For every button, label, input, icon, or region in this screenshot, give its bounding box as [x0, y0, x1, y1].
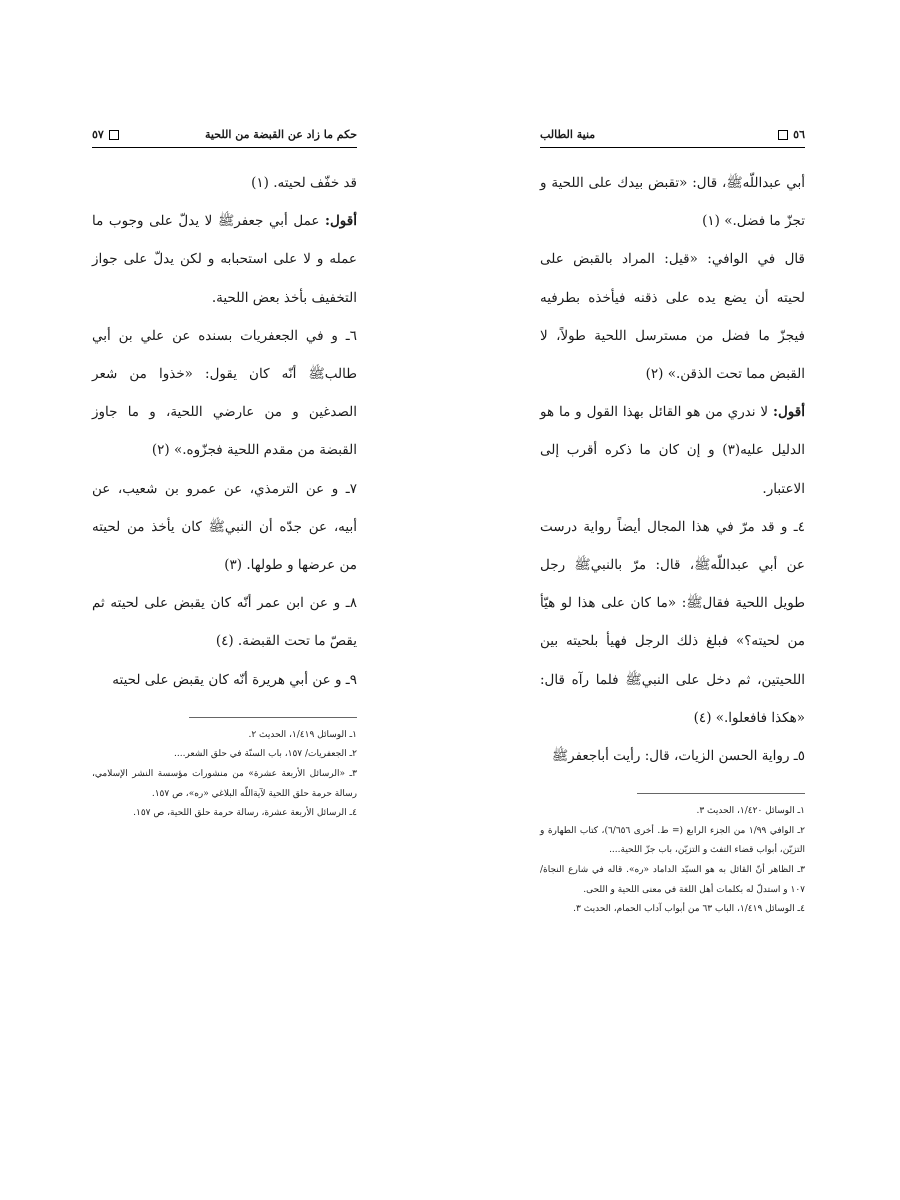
bold-lead: أقول:: [325, 213, 357, 230]
paragraph: أقول: لا ندري من هو القائل بهذا القول و ما هو الدليل عليه(٣) و إن كان ما ذكره أقرب إلى الاعتبار.: [540, 404, 805, 497]
paragraph: أقول: عمل أبي جعفرﷺ لا يدلّ على وجوب ما عمله و لا على استحبابه و لكن يدلّ على جواز التخفيف بأخذ بعض اللحية.: [92, 213, 357, 306]
footnote: ٣ـ «الرسائل الأربعة عشرة» من منشورات مؤسسة النشر الإسلامي، رسالة حرمة حلق اللحية لآية‌اللّه البلاغي «ره»، ص ١٥٧.: [92, 769, 357, 799]
folio: [778, 128, 805, 141]
paragraph: أبي عبداللّهﷺ، قال: «تقبض بيدك على اللحية و تجزّ ما فضل.» (١): [540, 175, 805, 230]
square-ornament-icon: [109, 130, 119, 140]
paragraph: ٤ـ و قد مرّ في هذا المجال أيضاً رواية درست عن أبي عبداللّهﷺ، قال: مرّ بالنبيﷺ رجل طويل اللحية فقالﷺ: «ما كان على هذا لو هيّأ من لحيته؟» فبلغ ذلك الرجل فهيأ بلحيته بين اللحيتين، ثم دخل على النبيﷺ فلما رآه قال: «هكذا فافعلوا.» (٤): [540, 518, 805, 726]
body-text: [92, 164, 357, 699]
paragraph: قد خفّف لحيته. (١): [251, 175, 357, 191]
bold-lead: أقول:: [773, 404, 805, 421]
running-title: منية الطالب: [540, 128, 596, 141]
footnote-divider: [189, 717, 357, 718]
footnotes: [92, 726, 357, 824]
footnotes: [540, 802, 805, 920]
running-head: [540, 128, 805, 148]
footnote: ٢ـ الوافي ١/٩٩ من الجزء الرابع (= ط. أخرى ٦/٦٥٦)، كتاب الطهارة و التزيّن، أبواب قضاء التفث و التزيّن، باب جزّ اللحية....: [540, 825, 806, 856]
paragraph: قال في الوافي: «قيل: المراد بالقبض على لحيته أن يضع يده على ذقنه فيأخذه بطرفيه فيجزّ ما فضل من مسترسل اللحية طولاً، لا القبض مما تحت الذقن.» (٢): [540, 251, 805, 383]
footnote: ٢ـ الجعفريات/ ١٥٧، باب السنّة في حلق الشعر....: [173, 749, 357, 760]
paragraph: ٥ـ رواية الحسن الزيات، قال: رأيت أباجعفرﷺ: [551, 748, 805, 765]
footnote: ١ـ الوسائل ١/٤٢٠، الحديث ٣.: [696, 806, 805, 817]
paragraph: ٦ـ و في الجعفريات بسنده عن علي بن أبي طالبﷺ أنّه كان يقول: «خذوا من شعر الصدغين و من عارضي اللحية، و ما جاوز القبضة من مقدم اللحية فجزّوه.» (٢): [92, 327, 357, 459]
footnote: ٤ـ الوسائل ١/٤١٩، الباب ٦٣ من أبواب آداب الحمام، الحديث ٣.: [573, 904, 805, 915]
folio: [92, 128, 119, 141]
square-ornament-icon: [778, 130, 788, 140]
paragraph: ٨ـ و عن ابن عمر أنّه كان يقبض على لحيته ثم يقصّ ما تحت القبضة. (٤): [92, 595, 357, 650]
footnote: ٤ـ الرسائل الأربعة عشرة، رسالة حرمة حلق اللحية، ص ١٥٧.: [133, 808, 357, 819]
left-page: [92, 128, 357, 824]
paragraph: ٩ـ و عن أبي هريرة أنّه كان يقبض على لحيته: [112, 671, 357, 688]
running-head: [92, 128, 357, 148]
footnote: ٣ـ الظاهر أنّ القائل به هو السيّد الداماد «ره». قاله في شارع النجاة/ ١٠٧ و استدلّ له بكلمات أهل اللغة في معنى اللحية و اللحى.: [540, 865, 805, 895]
footnote-divider: [637, 793, 805, 794]
paragraph: ٧ـ و عن الترمذي، عن عمرو بن شعيب، عن أبيه، عن جدّه أن النبيﷺ كان يأخذ من لحيته من عرضها و طولها. (٣): [92, 480, 357, 574]
right-page: [540, 128, 805, 920]
footnote: ١ـ الوسائل ١/٤١٩، الحديث ٢.: [248, 729, 357, 740]
page-number: ٥٦: [793, 128, 805, 141]
body-text: [540, 164, 805, 775]
running-title: حكم ما زاد عن القبضة من اللحية: [205, 128, 357, 141]
page-number: ٥٧: [92, 128, 104, 141]
